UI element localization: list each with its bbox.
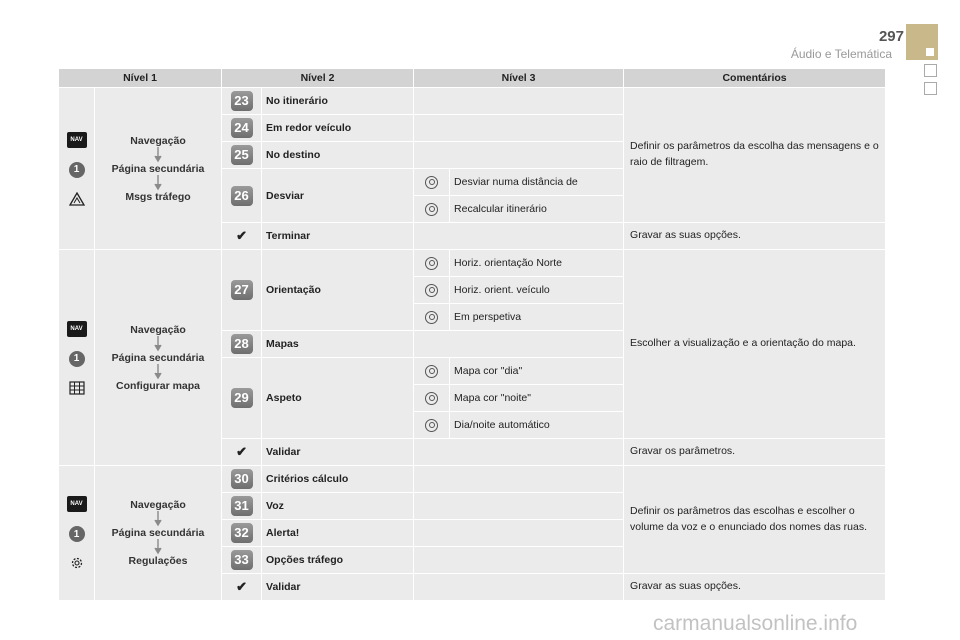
level2-label: Aspeto [262, 358, 414, 439]
chapter-title: Áudio e Telemática [790, 47, 892, 61]
path-step: Página secundária [111, 351, 205, 364]
level3-empty [414, 466, 624, 493]
menu-path [95, 88, 222, 250]
final-action-comment: Gravar as suas opções. [624, 223, 886, 250]
level3-empty [414, 493, 624, 520]
callout-badge: 27 [231, 280, 253, 300]
level3-option: Mapa cor "dia" [450, 358, 624, 385]
level1-icons [59, 250, 95, 466]
checkmark-icon: ✔ [222, 574, 262, 601]
radio-option-icon [425, 392, 438, 405]
callout-badge: 24 [231, 118, 253, 138]
level2-label: No itinerário [262, 88, 414, 115]
callout-badge: 33 [231, 550, 253, 570]
path-step: Msgs tráfego [125, 190, 191, 203]
menu-path [95, 466, 222, 601]
level2-label: Voz [262, 493, 414, 520]
final-action-comment: Gravar as suas opções. [624, 574, 886, 601]
level3-empty [414, 115, 624, 142]
path-step: Página secundária [111, 162, 205, 175]
callout-badge: 26 [231, 186, 253, 206]
level-badge: 1 [69, 162, 85, 178]
checkmark-icon: ✔ [222, 439, 262, 466]
header-comments: Comentários [624, 69, 886, 88]
tab-marker-2 [924, 82, 937, 95]
path-step: Regulações [128, 555, 188, 567]
callout-badge: 28 [231, 334, 253, 354]
final-action-label: Validar [262, 574, 414, 601]
section-comment: Escolher a visualização e a orientação do mapa. [624, 250, 886, 439]
level-badge: 1 [69, 351, 85, 367]
level2-label: Desviar [262, 169, 414, 223]
chapter-tab [906, 24, 938, 60]
level3-empty [414, 547, 624, 574]
level2-label: Orientação [262, 250, 414, 331]
callout-badge: 30 [231, 469, 253, 489]
level3-option: Dia/noite automático [450, 412, 624, 439]
level3-option: Horiz. orient. veículo [450, 277, 624, 304]
arrow-down-icon [153, 511, 163, 527]
callout-badge: 32 [231, 523, 253, 543]
level3-empty [414, 439, 624, 466]
level3-empty [414, 88, 624, 115]
navigation-settings-table [58, 68, 886, 601]
level3-option: Horiz. orientação Norte [450, 250, 624, 277]
arrow-down-icon [153, 539, 163, 555]
section-comment: Definir os parâmetros da escolha das mensagens e o raio de filtragem. [624, 88, 886, 223]
level2-label: Critérios cálculo [262, 466, 414, 493]
radio-option-icon [425, 176, 438, 189]
radio-option-icon [425, 419, 438, 432]
level2-label: Em redor veículo [262, 115, 414, 142]
level2-label: Alerta! [262, 520, 414, 547]
arrow-down-icon [153, 175, 163, 191]
arrow-down-icon [153, 364, 163, 380]
level3-option: Em perspetiva [450, 304, 624, 331]
menu-path [95, 250, 222, 466]
path-step: Página secundária [111, 527, 205, 539]
nav-icon: NAV [67, 132, 87, 148]
final-action-label: Validar [262, 439, 414, 466]
level3-option: Mapa cor "noite" [450, 385, 624, 412]
path-step: Navegação [130, 499, 186, 511]
nav-icon: NAV [67, 496, 87, 512]
path-step: Configurar mapa [116, 379, 201, 392]
final-action-comment: Gravar os parâmetros. [624, 439, 886, 466]
radio-option-icon [425, 284, 438, 297]
checkmark-icon: ✔ [222, 223, 262, 250]
radio-option-icon [425, 311, 438, 324]
radio-option-icon [425, 257, 438, 270]
tab-marker-1 [924, 64, 937, 77]
level3-empty [414, 223, 624, 250]
nav-icon: NAV [67, 321, 87, 337]
map-grid-icon [69, 381, 85, 395]
callout-badge: 23 [231, 91, 253, 111]
watermark: carmanualsonline.info [653, 612, 858, 635]
path-step: Navegação [130, 323, 186, 336]
page-number: 297 [878, 28, 904, 45]
level2-label: No destino [262, 142, 414, 169]
final-action-label: Terminar [262, 223, 414, 250]
callout-badge: 29 [231, 388, 253, 408]
level3-empty [414, 574, 624, 601]
header-level3: Nível 3 [414, 69, 624, 88]
arrow-down-icon [153, 147, 163, 163]
level1-icons [59, 88, 95, 250]
arrow-down-icon [153, 336, 163, 352]
level2-label: Mapas [262, 331, 414, 358]
radio-option-icon [425, 203, 438, 216]
section-comment: Definir os parâmetros das escolhas e escolher o volume da voz e o enunciado dos nomes das ruas. [624, 466, 886, 574]
level3-option: Desviar numa distância de [450, 169, 624, 196]
level3-empty [414, 520, 624, 547]
path-step: Navegação [130, 134, 186, 147]
settings-gear-icon [70, 556, 84, 570]
callout-badge: 25 [231, 145, 253, 165]
header-level2: Nível 2 [222, 69, 414, 88]
callout-badge: 31 [231, 496, 253, 516]
header-level1: Nível 1 [59, 69, 222, 88]
level1-icons [59, 466, 95, 601]
level-badge: 1 [69, 526, 85, 542]
level2-label: Opções tráfego [262, 547, 414, 574]
level3-empty [414, 331, 624, 358]
radio-option-icon [425, 365, 438, 378]
level3-option: Recalcular itinerário [450, 196, 624, 223]
traffic-warning-icon [69, 192, 85, 206]
level3-empty [414, 142, 624, 169]
